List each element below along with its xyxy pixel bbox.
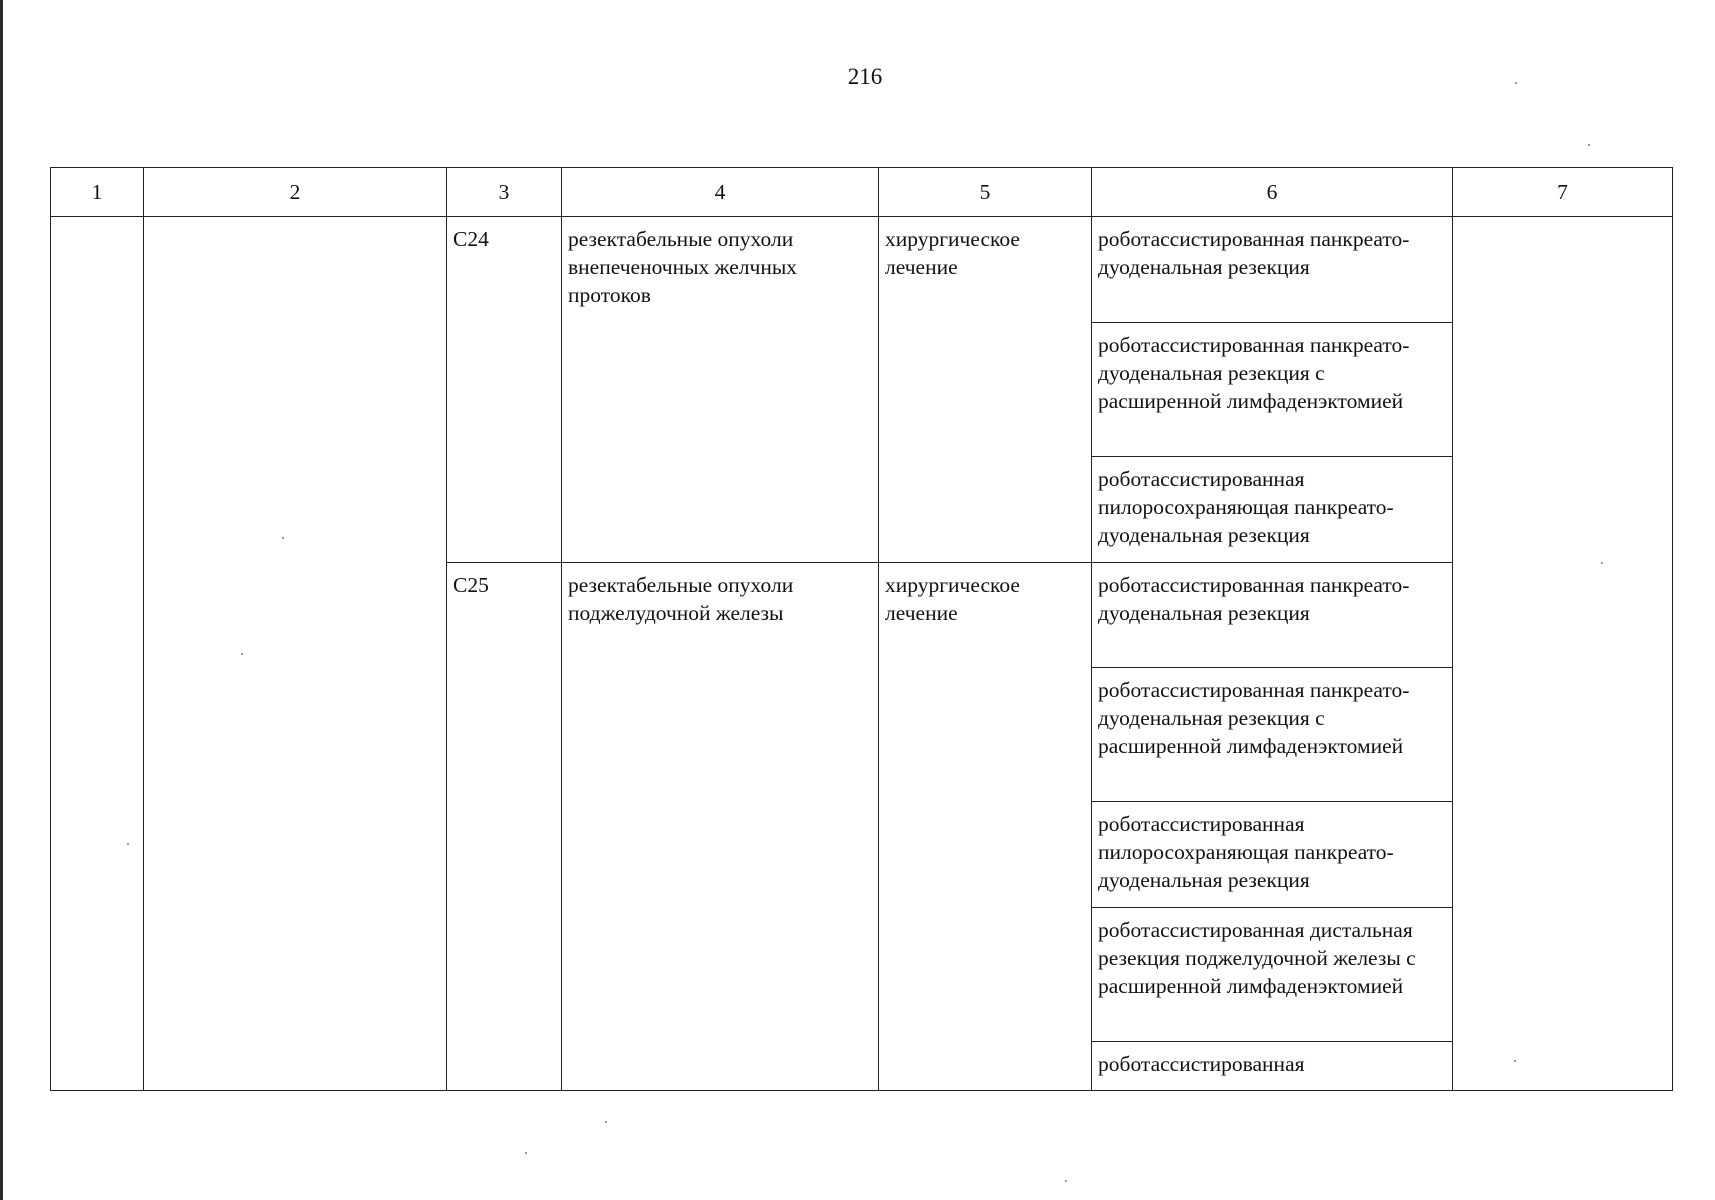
column-header-2: 2 [144, 168, 447, 217]
scan-speck [1515, 82, 1517, 84]
column-1-cell [51, 217, 144, 1091]
scan-speck [1065, 1180, 1067, 1182]
column-header-1: 1 [51, 168, 144, 217]
method-cell: роботассистированная [1092, 1042, 1453, 1091]
treatment-cell-c25: хирургическое лечение [879, 563, 1092, 1091]
treatment-cell-c24: хирургическое лечение [879, 217, 1092, 563]
diagnosis-cell-c25: резектабельные опухоли поджелудочной железы [562, 563, 879, 1091]
column-2-cell [144, 217, 447, 1091]
scan-speck [241, 653, 243, 655]
code-cell-c24: C24 [447, 217, 562, 563]
code-cell-c25: C25 [447, 563, 562, 1091]
column-header-5: 5 [879, 168, 1092, 217]
table-header-row [51, 168, 1673, 217]
scan-speck [1601, 562, 1603, 564]
method-cell: роботассистированная пилоросохраняющая панкреато-дуоденальная резекция [1092, 457, 1453, 563]
page-number: 216 [847, 64, 883, 89]
diagnosis-cell-c24: резектабельные опухоли внепеченочных желчных протоков [562, 217, 879, 563]
method-cell: роботассистированная панкреато-дуоденальная резекция [1092, 563, 1453, 668]
scan-speck [282, 537, 284, 539]
method-cell: роботассистированная пилоросохраняющая панкреато-дуоденальная резекция [1092, 802, 1453, 908]
data-table [50, 167, 1673, 1091]
scan-speck [1514, 1060, 1516, 1062]
column-header-4: 4 [562, 168, 879, 217]
column-header-3: 3 [447, 168, 562, 217]
scan-speck [1588, 144, 1590, 146]
scan-speck [127, 843, 129, 845]
column-header-6: 6 [1092, 168, 1453, 217]
scan-speck [525, 1152, 527, 1154]
method-cell: роботассистированная панкреато-дуоденальная резекция с расширенной лимфаденэктомией [1092, 668, 1453, 802]
column-header-7: 7 [1453, 168, 1673, 217]
scan-edge [0, 0, 3, 1200]
method-cell: роботассистированная панкреато-дуоденальная резекция с расширенной лимфаденэктомией [1092, 323, 1453, 457]
scan-speck [605, 1121, 607, 1123]
table-row [51, 217, 1673, 323]
column-7-cell [1453, 217, 1673, 1091]
method-cell: роботассистированная дистальная резекция поджелудочной железы с расширенной лимфаденэктомией [1092, 908, 1453, 1042]
method-cell: роботассистированная панкреато-дуоденальная резекция [1092, 217, 1453, 323]
